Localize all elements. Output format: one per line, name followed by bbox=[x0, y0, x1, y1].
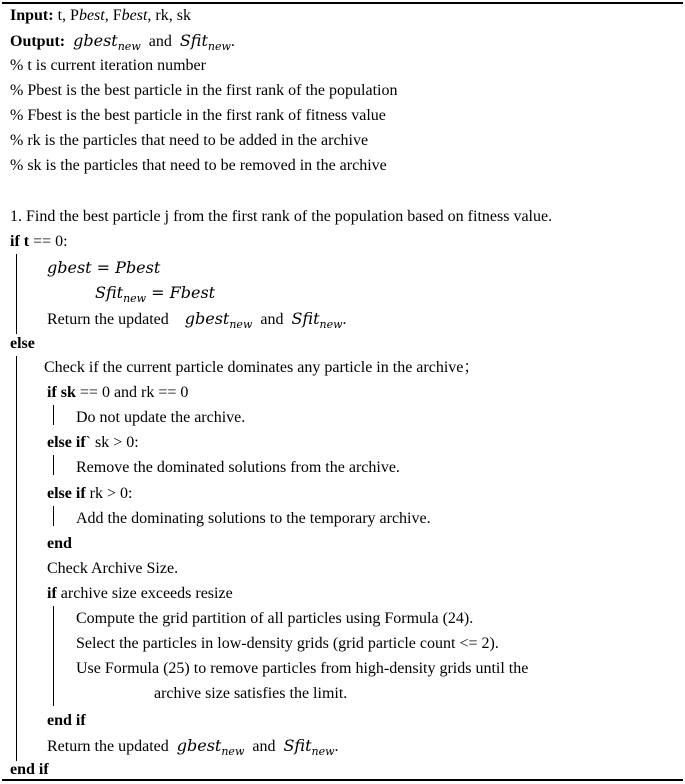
end-if-outer: end if bbox=[10, 761, 49, 778]
elseif-sk-line: else if` sk > 0: bbox=[47, 434, 139, 451]
elseif-sk-bar bbox=[53, 455, 54, 475]
if-size-line: if archive size exceeds resize bbox=[47, 585, 233, 602]
select-low: Select the particles in low-density grids (grid particle count <= 2). bbox=[76, 635, 499, 652]
if-sk-line: if sk == 0 and rk == 0 bbox=[47, 384, 189, 401]
output-and: and bbox=[148, 33, 172, 50]
input-var-rk: rk bbox=[155, 7, 169, 24]
use-formula: Use Formula (25) to remove particles from high-density grids until the bbox=[76, 660, 529, 677]
sfit-assign: Sfit$_{new}$ = Fbest bbox=[95, 283, 216, 305]
comment-line: % Pbest is the best particle in the first rank of the population bbox=[10, 82, 398, 99]
output-line: Output: gbest$_{new}$ and Sfit$_{new}$. bbox=[10, 31, 235, 53]
bottom-rule bbox=[2, 779, 683, 781]
elseif-rk-line: else if rk > 0: bbox=[47, 485, 133, 502]
input-var-best1: best bbox=[78, 7, 105, 24]
check-dominate: Check if the current particle dominates any particle in the archive； bbox=[44, 359, 480, 376]
input-var-p: P bbox=[70, 7, 79, 24]
input-var-f: F bbox=[112, 7, 122, 24]
input-label: Input: bbox=[10, 7, 54, 24]
gbest-new-math: gbest$_{new}$ bbox=[73, 31, 141, 53]
input-var-t: t bbox=[57, 7, 63, 24]
comment-line: % rk is the particles that need to be added in the archive bbox=[10, 132, 369, 149]
end-if-inner: end if bbox=[47, 712, 86, 729]
comment-line: % sk is the particles that need to be removed in the archive bbox=[10, 157, 387, 174]
input-line: Input: t, Pbest, Fbest, rk, sk bbox=[10, 7, 191, 24]
add-dominating: Add the dominating solutions to the temporary archive. bbox=[76, 510, 431, 527]
archive-limit: archive size satisfies the limit. bbox=[154, 685, 348, 702]
input-var-best2: best bbox=[121, 7, 148, 24]
gbest-assign: gbest = Pbest bbox=[47, 258, 161, 277]
no-update: Do not update the archive. bbox=[76, 409, 246, 426]
grid-compute: Compute the grid partition of all particles using Formula (24). bbox=[76, 610, 474, 627]
check-size: Check Archive Size. bbox=[47, 560, 179, 577]
top-rule bbox=[2, 2, 683, 4]
comment-line: % t is current iteration number bbox=[10, 57, 206, 74]
return-line-1: Return the updated gbest$_{new}$ and Sfit$_{new}$. bbox=[47, 309, 347, 331]
end-line: end bbox=[47, 535, 72, 552]
input-var-sk: sk bbox=[176, 7, 191, 24]
elseif-rk-bar bbox=[53, 506, 54, 526]
step-1: 1. Find the best particle j from the first rank of the population based on fitness value. bbox=[10, 208, 553, 225]
else-bar bbox=[16, 356, 17, 761]
if-t-bar bbox=[16, 254, 17, 334]
if-t-line: if t == 0: bbox=[10, 233, 68, 250]
output-label: Output: bbox=[10, 33, 66, 50]
if-size-bar bbox=[53, 606, 54, 706]
else-line: else bbox=[10, 335, 35, 352]
if-sk-bar bbox=[53, 405, 54, 425]
remove-dominated: Remove the dominated solutions from the archive. bbox=[76, 459, 400, 476]
return-line-2: Return the updated gbest$_{new}$ and Sfit$_{new}$. bbox=[47, 736, 339, 758]
sfit-new-math: Sfit$_{new}$ bbox=[179, 31, 231, 53]
comment-line: % Fbest is the best particle in the first rank of fitness value bbox=[10, 107, 386, 124]
